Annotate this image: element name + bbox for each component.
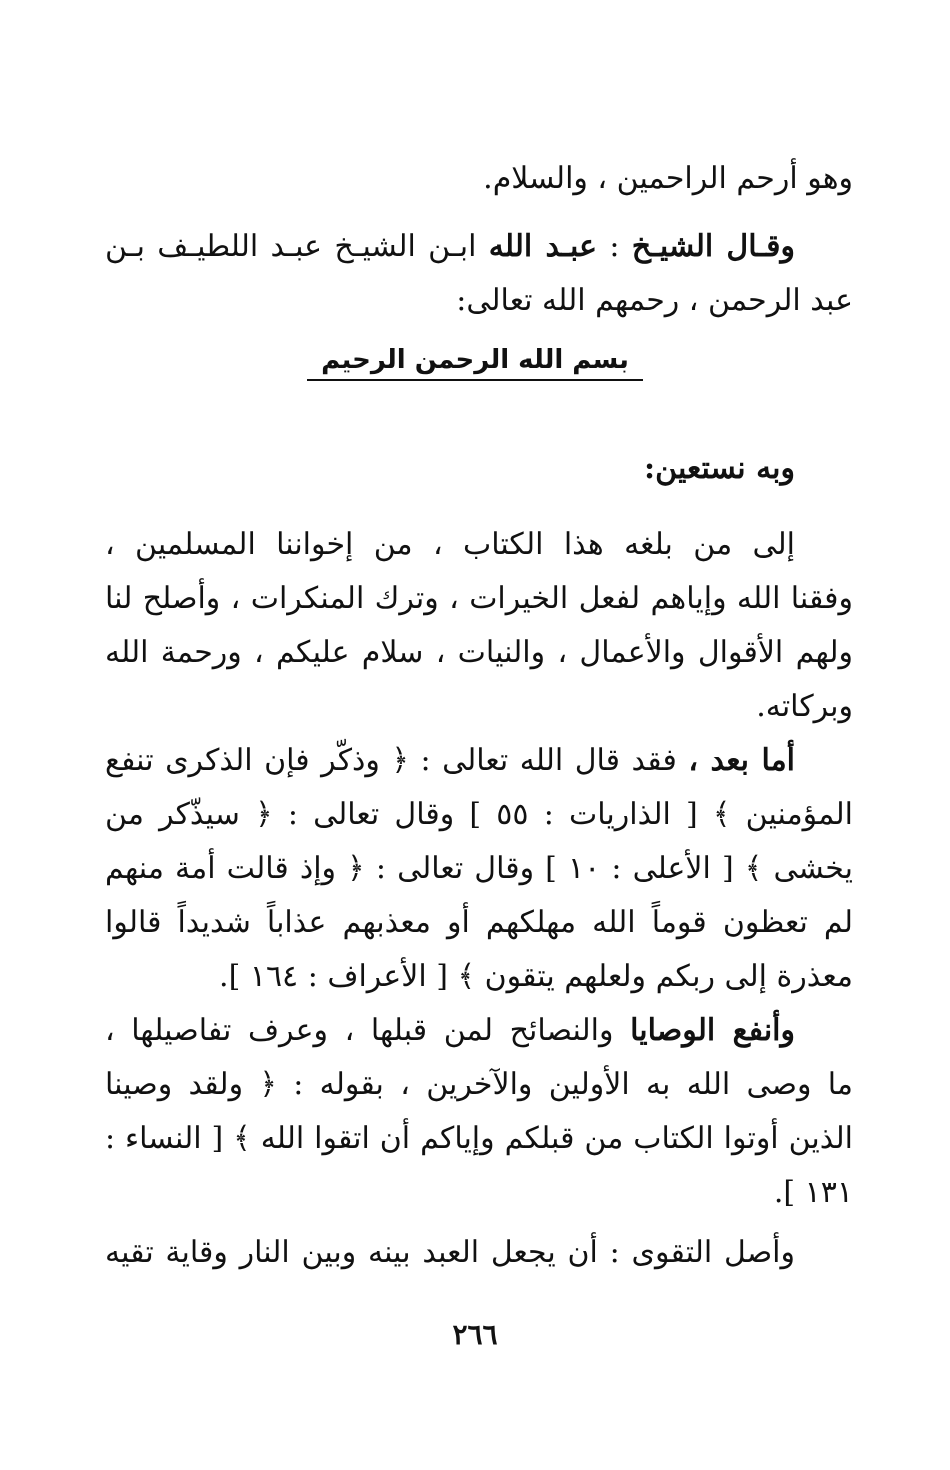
sheikh-introduction [105, 220, 853, 328]
wasaya-lead: وأنفع الوصايا [630, 1013, 795, 1048]
basmala-text: بسم الله الرحمن الرحيم [307, 345, 643, 381]
invocation-block [105, 442, 853, 496]
closing-line: وهو أرحم الراحمين ، والسلام. [483, 161, 853, 196]
page-number: ٢٦٦ [452, 1318, 498, 1351]
greeting-line-2: وفقنا الله وإياهم لفعل الخيرات ، وترك المنكرات ، وأصلح لنا [105, 581, 853, 616]
amma-bad-lead: أما بعد ، [688, 743, 796, 778]
amma-bad-line-2: المؤمنين ﴾ [ الذاريات : ٥٥ ] وقال تعالى : ﴿ سيذّكر من [105, 797, 853, 832]
previous-text-closing [105, 152, 853, 206]
greeting-paragraph [105, 518, 853, 734]
greeting-line-3: ولهم الأقوال والأعمال ، والنيات ، سلام عليكم ، ورحمة الله [105, 635, 853, 670]
intro-separator: : [609, 229, 620, 264]
wasaya-line-4: ١٣١ ]. [773, 1175, 853, 1210]
intro-label: وقـال الشيـخ [631, 229, 795, 264]
amma-bad-line-1 [105, 734, 853, 788]
amma-bad-paragraph [105, 734, 853, 1004]
amma-bad-line-4: لم تعظون قوماً الله مهلكهم أو معذبهم عذاباً شديداً قالوا [105, 905, 853, 940]
intro-line-1 [105, 220, 853, 274]
amma-bad-line-3: يخشى ﴾ [ الأعلى : ١٠ ] وقال تعالى : ﴿ وإذ قالت أمة منهم [105, 851, 853, 886]
greeting-line-4: وبركاته. [756, 689, 853, 724]
wasaya-line-3: الذين أوتوا الكتاب من قبلكم وإياكم أن اتقوا الله ﴾ [ النساء : [105, 1121, 853, 1156]
basmala-heading [0, 345, 950, 381]
amma-bad-line-5: معذرة إلى ربكم ولعلهم يتقون ﴾ [ الأعراف : ١٦٤ ]. [219, 959, 853, 994]
amma-bad-line-1-rest: فقد قال الله تعالى : ﴿ وذكّر فإن الذكرى تنفع [105, 743, 677, 778]
taqwa-paragraph [105, 1226, 853, 1280]
wasaya-line-1-rest: والنصائح لمن قبلها ، وعرف تفاصيلها ، [105, 1013, 614, 1048]
intro-line-1-rest: ابـن الشيـخ عبـد اللطيـف بـن [105, 229, 477, 264]
wasaya-line-2: ما وصى الله به الأولين والآخرين ، بقوله : ﴿ ولقد وصينا [105, 1067, 853, 1102]
invocation-line: وبه نستعين: [644, 451, 795, 486]
wasaya-line-1 [105, 1004, 853, 1058]
greeting-line-1: إلى من بلغه هذا الكتاب ، من إخواننا المسلمين ، [105, 527, 795, 562]
sheikh-name: عبـد الله [488, 229, 597, 264]
intro-line-2: عبد الرحمن ، رحمهم الله تعالى: [456, 283, 853, 318]
taqwa-line: وأصل التقوى : أن يجعل العبد بينه وبين النار وقاية تقيه [105, 1235, 795, 1270]
wasaya-paragraph [105, 1004, 853, 1220]
